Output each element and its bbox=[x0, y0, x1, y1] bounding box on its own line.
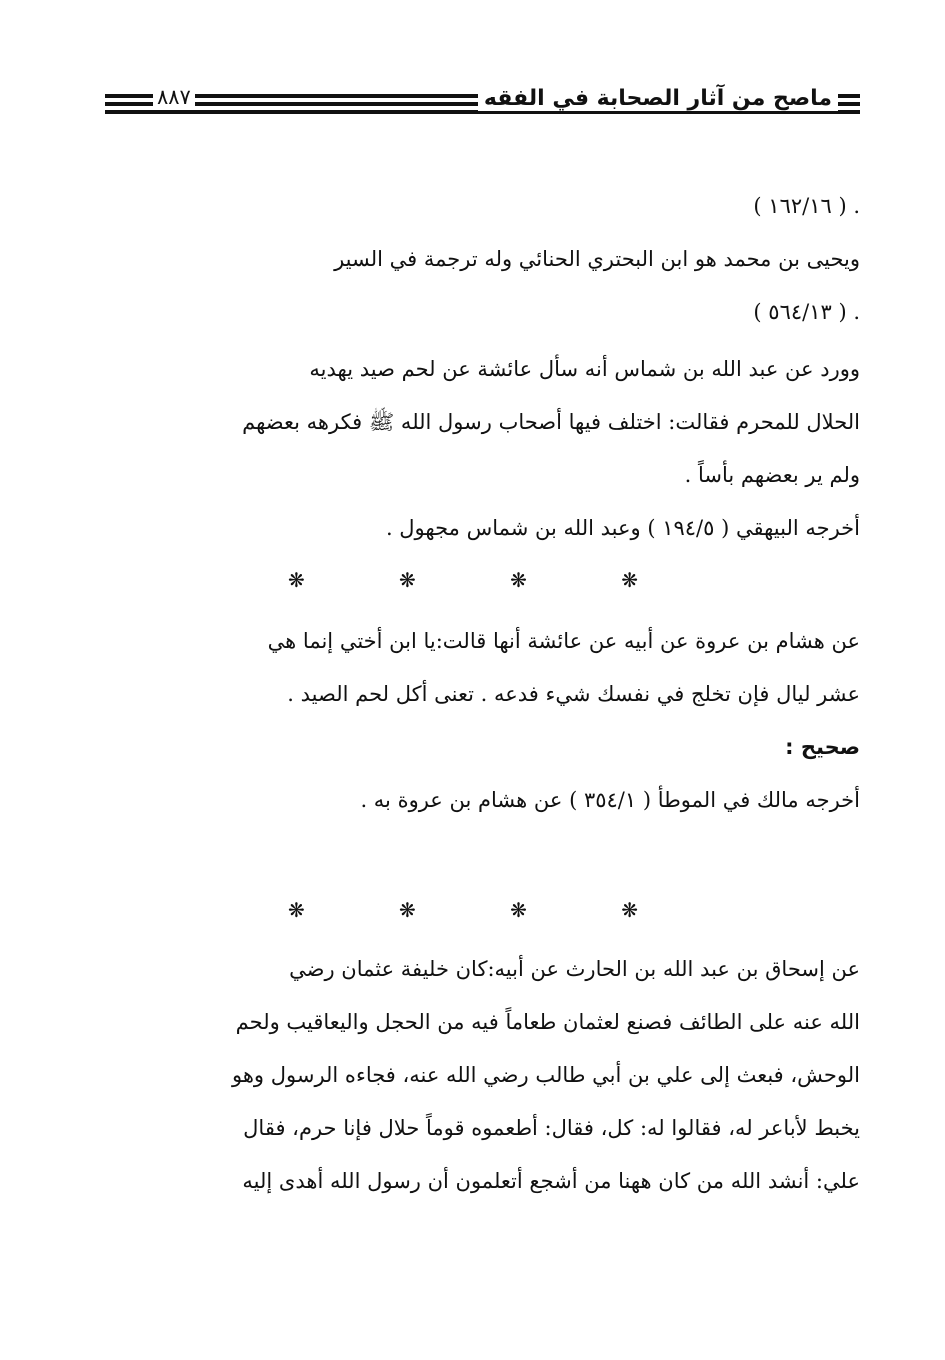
text-line: عن إسحاق بن عبد الله بن الحارث عن أبيه:كان خليفة عثمان رضي bbox=[289, 957, 860, 981]
text-line: الله عنه على الطائف فصنع لعثمان طعاماً فيه من الحجل واليعاقيب ولحم bbox=[235, 1010, 860, 1034]
paragraph-block-1 bbox=[110, 180, 860, 339]
paragraph-block-3 bbox=[110, 615, 860, 827]
text-line: علي: أنشد الله من كان ههنا من أشجع أتعلمون أن رسول الله أهدى إليه bbox=[242, 1169, 860, 1193]
text-line: الحلال للمحرم فقالت: اختلف فيها أصحاب رسول الله ﷺ فكرهه بعضهم bbox=[242, 410, 860, 434]
text-line: يخبط لأباعر له، فقالوا له: كل، فقال: أطعموه قوماً حلال فإنا حرم، فقال bbox=[243, 1116, 860, 1140]
page-number: ٨٨٧ bbox=[153, 85, 195, 109]
text-line: ولم ير بعضهم بأساً . bbox=[684, 463, 860, 487]
text-line: أخرجه مالك في الموطأ ( ٣٥٤/١ ) عن هشام بن عروة به . bbox=[360, 788, 860, 812]
page-header bbox=[105, 85, 860, 116]
text-line: وورد عن عبد الله بن شماس أنه سأل عائشة عن لحم صيد يهديه bbox=[309, 357, 860, 381]
text-line: ويحيى بن محمد هو ابن البحتري الحنائي وله ترجمة في السير bbox=[334, 247, 860, 271]
text-line: عشر ليال فإن تخلج في نفسك شيء فدعه . تعنى أكل لحم الصيد . bbox=[287, 682, 860, 706]
text-line: . ( ١٦٢/١٦ ) bbox=[753, 194, 860, 218]
text-line: عن هشام بن عروة عن أبيه عن عائشة أنها قالت:يا ابن أختي إنما هي bbox=[267, 629, 860, 653]
grading-label: صحيح : bbox=[785, 735, 860, 759]
text-line: . ( ٥٦٤/١٣ ) bbox=[753, 300, 860, 324]
header-title: ماصح من آثار الصحابة في الفقه bbox=[478, 86, 838, 111]
text-line: أخرجه البيهقي ( ١٩٤/٥ ) وعبد الله بن شماس مجهول . bbox=[385, 516, 860, 540]
paragraph-block-4 bbox=[110, 943, 860, 1208]
section-separator: ❋ ❋ ❋ ❋ bbox=[287, 568, 683, 592]
paragraph-block-2 bbox=[110, 343, 860, 555]
section-separator: ❋ ❋ ❋ ❋ bbox=[287, 898, 683, 922]
text-line: الوحش، فبعث إلى علي بن أبي طالب رضي الله عنه، فجاءه الرسول وهو bbox=[232, 1063, 860, 1087]
